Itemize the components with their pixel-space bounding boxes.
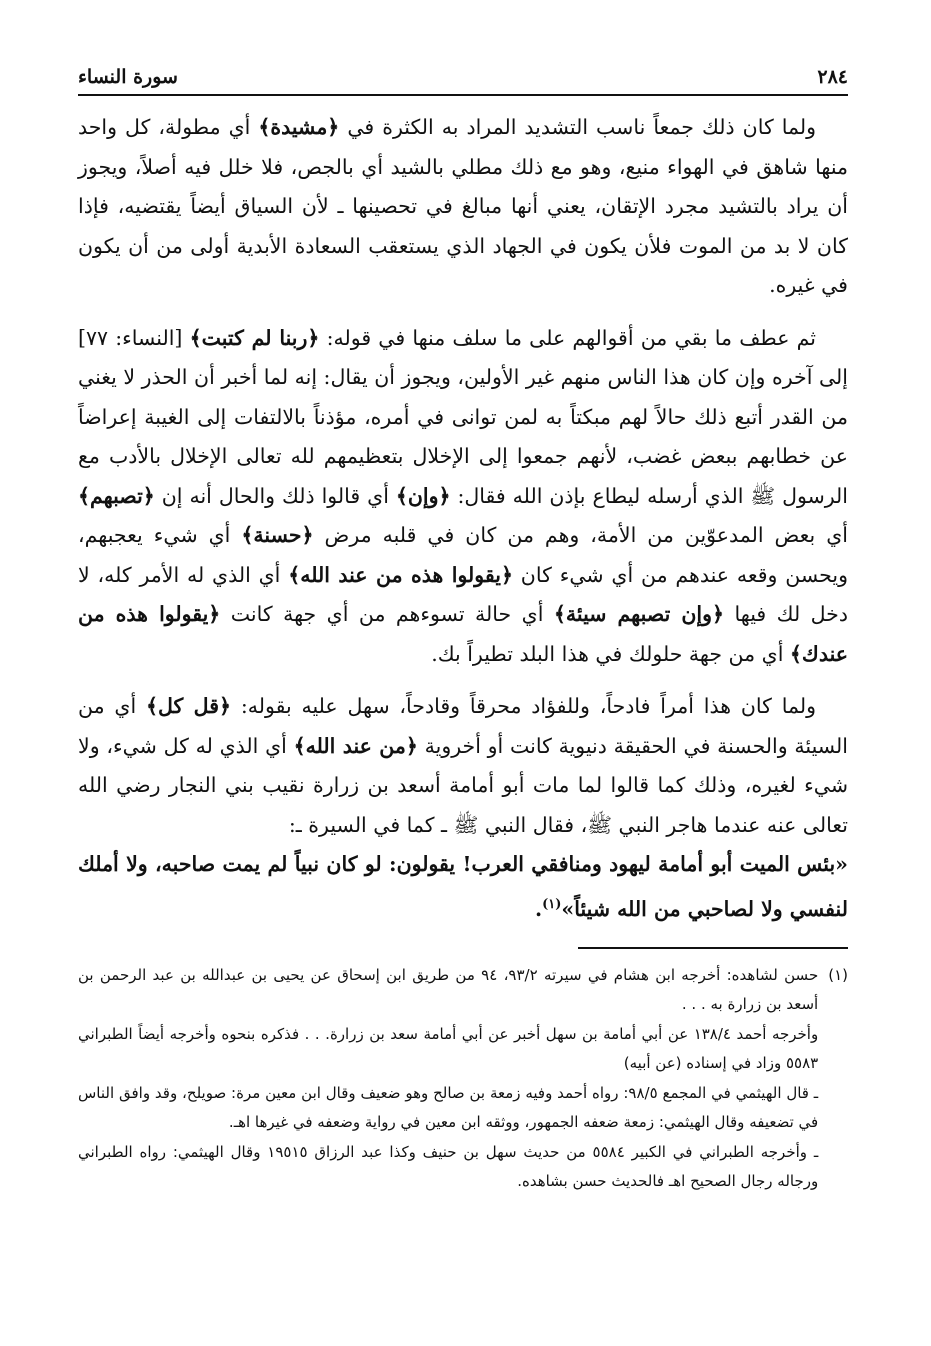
paragraph-2 [78, 319, 848, 675]
book-page [78, 52, 848, 1322]
quran-quote: ﴿يقولوا هذه من عند الله﴾ [288, 562, 513, 587]
quran-quote: ﴿وإن﴾ [395, 483, 451, 508]
text-run: [النساء: ٧٧] إلى آخره وإن كان هذا الناس منهم غير الأولين، ويجوز أن يقال: إنه لما أخبر أن الحذر لا يغني من القدر أتبع ذلك حالاً لهم مبكتاً به لمن توانى في أمره، مؤذناً بالالتفات إلى الغيبة إعراضاً عن خطابهم ببعض غضب، لأنهم جمعوا إلى الإخلال بتعظيمهم لله تعالى الإخلال بالأدب مع الرسول ﷺ الذي أرسله ليطاع بإذن الله فقال: [78, 325, 849, 508]
footnote-line: ـ وأخرجه الطبراني في الكبير ٥٥٨٤ من حديث سهل بن حنيف وكذا عبد الرزاق ١٩٥١٥ وقال الهيثمي: رواه الطبراني ورجاله رجال الصحيح اهـ فالحديث حسن بشاهده. [78, 1142, 819, 1191]
text-run: أي مطولة، كل واحد منها شاهق في الهواء منيع، وهو مع ذلك مطلي بالشيد أي بالجص، فلا خلل فيه أصلاً، ويجوز أن يراد بالتشيد مجرد الإتقان، يعني أنها مبالغ في تحصينها ـ لأن السياق أيضاً يقتضيه، فإذا كان لا بد من الموت فلأن يكون في الجهاد الذي يستعقب السعادة الأبدية أولى من أن يكون في غيره. [78, 115, 848, 297]
footnote-line: حسن لشاهده: أخرجه ابن هشام في سيرته ٩٣/٢، ٩٤ من طريق ابن إسحاق عن يحيى بن عبدالله بن عبد الرحمن بن أسعد بن زرارة به . . . [78, 965, 819, 1014]
footnote-body [78, 961, 818, 1197]
hadith-quote [78, 845, 848, 929]
text-run: أي قالوا ذلك والحال أنه إن [154, 483, 396, 508]
main-text [78, 108, 848, 929]
footnotes [78, 961, 848, 1197]
footnote-number: (١) [828, 965, 848, 984]
text-run: ولما كان هذا أمراً فادحاً، وللفؤاد محرقاً وقادحاً، سهل عليه بقوله: [231, 694, 816, 718]
quran-quote: ﴿يقولوا هذه من عندك﴾ [78, 602, 848, 666]
footnote-line: وأخرجه أحمد ١٣٨/٤ عن أبي أمامة بن سهل أخبر عن أبي أمامة سعد بن زرارة. . . فذكره بنحوه وأخرجه أيضاً الطبراني ٥٥٨٣ وزاد في إسناده (عن أبيه) [78, 1024, 819, 1073]
quran-quote: ﴿حسنة﴾ [241, 523, 314, 547]
hadith-text: «بئس الميت أبو أمامة ليهود ومنافقي العرب! يقولون: لو كان نبياً لم يمت صاحبه، ولا أملك لنفسي ولا لصاحبي من الله شيئاً» [78, 852, 848, 921]
quran-quote: ﴿مشيدة﴾ [258, 115, 340, 139]
footnote-line: ـ قال الهيثمي في المجمع ٩٨/٥: رواه أحمد وفيه زمعة بن صالح وهو ضعيف وقال ابن معين مرة: صويلح، وقد وافق الناس في تضعيفه وقال الهيثمي: زمعة ضعفه الجمهور، ووثقه ابن معين في رواية وضعفه في غيرها اهـ. [78, 1083, 819, 1132]
text-run: أي بعض المدعوّين من الأمة، وهم من كان في قلبه مرض [313, 523, 848, 547]
text-run: أي من السيئة والحسنة في الحقيقة دنيوية كانت أو أخروية [78, 694, 848, 758]
quran-quote: ﴿وإن تصبهم سيئة﴾ [553, 602, 725, 626]
text-run: أي شيء يعجبهم، ويحسن وقعه عندهم من أي شيء كان [78, 523, 848, 587]
text-run: أي من جهة حلولك في هذا البلد تطيراً بك. [431, 641, 790, 666]
quran-quote: ﴿تصبهم﴾ [78, 483, 155, 508]
quran-quote: ﴿ربنا لم كتبت﴾ [189, 325, 320, 350]
quran-quote: ﴿من عند الله﴾ [293, 733, 418, 758]
surah-title: سورة النساء [78, 66, 178, 88]
text-run: ثم عطف ما بقي من أقوالهم على ما سلف منها في قوله: [319, 325, 816, 350]
text-run: أي الذي له الأمر كله، لا دخل لك فيها [78, 562, 848, 626]
footnote-reference[interactable]: (١) [542, 896, 562, 912]
page-header [78, 52, 848, 96]
footnote [78, 961, 848, 1197]
text-run: أي الذي له كل شيء، ولا شيء لغيره، وذلك كما قالوا لما مات أبو أمامة أسعد بن زرارة نقيب بني النجار رضي الله تعالى عنه عندما هاجر النبي ﷺ، فقال النبي ﷺ ـ كما في السيرة ـ: [78, 733, 848, 837]
paragraph-1 [78, 108, 848, 306]
text-run: . [534, 896, 543, 921]
page-number: ٢٨٤ [817, 66, 848, 88]
text-run: أي حالة تسوءهم من أي جهة كانت [220, 602, 554, 626]
text-run: ولما كان ذلك جمعاً ناسب التشديد المراد به الكثرة في [339, 115, 816, 139]
paragraph-3 [78, 687, 848, 845]
quran-quote: ﴿قل كل﴾ [145, 694, 232, 718]
footnote-divider [578, 947, 848, 949]
